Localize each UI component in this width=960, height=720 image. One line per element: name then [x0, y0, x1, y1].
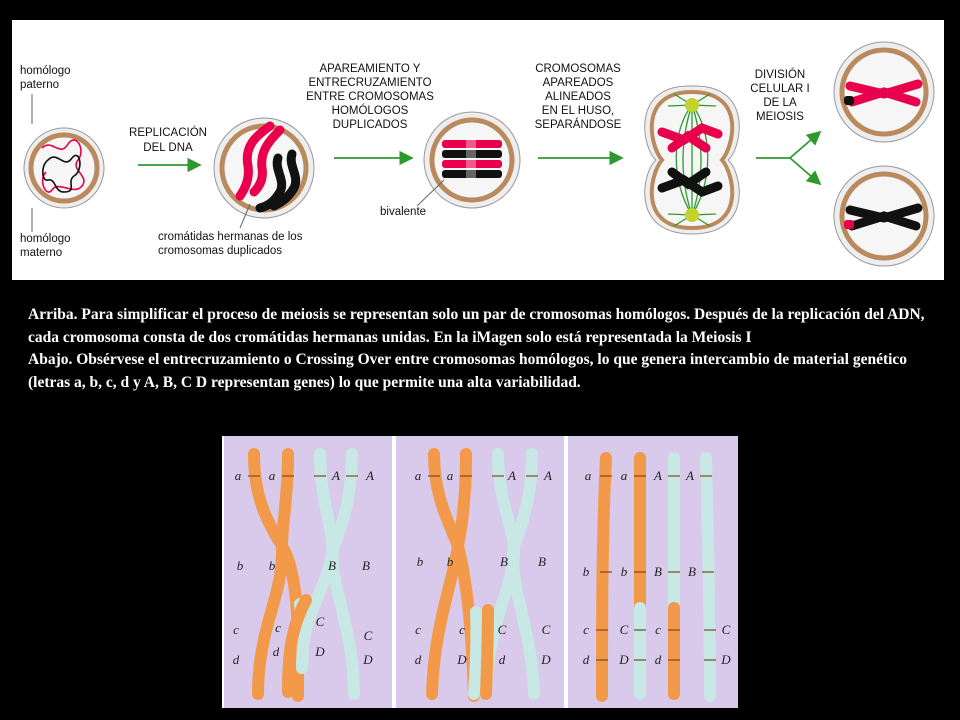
gene-label: B	[500, 554, 508, 569]
gene-label: A	[654, 468, 662, 483]
caption-bottom: Abajo. Obsérvese el entrecruzamiento o Crossing Over entre cromosomas homólogos, lo que genera intercambio de material genético (letras a, b, c, d y A, B, C D representan genes) lo que permite una alta variabilidad.	[28, 351, 908, 391]
gene-label: C	[541, 622, 551, 637]
label-paternal-homolog-2: paterno	[20, 79, 60, 91]
gene-label: d	[232, 652, 240, 667]
gene-label: C	[497, 622, 507, 637]
label-pairing-1: APAREAMIENTO Y	[319, 63, 421, 75]
crossing-over-diagram	[222, 436, 738, 708]
gene-label: b	[582, 564, 590, 579]
gene-label: c	[233, 622, 239, 637]
gene-label: A	[544, 468, 552, 483]
gene-label: B	[654, 564, 662, 579]
label-replication-1: REPLICACIÓN	[129, 127, 207, 139]
caption-top: Arriba. Para simplificar el proceso de meiosis se representan solo un par de cromosomas homólogos. Después de la replicación del ADN, cada cromosoma consta de dos cromátidas hermanas unidas. En la iMagen solo está representada la Meiosis I	[28, 306, 925, 346]
gene-label: a	[620, 468, 628, 483]
gene-label: C	[619, 622, 629, 637]
gene-label: a	[414, 468, 422, 483]
gene-label: c	[583, 622, 589, 637]
label-aligned-5: SEPARÁNDOSE	[534, 119, 622, 131]
gene-label: d	[414, 652, 422, 667]
gene-label: C	[315, 614, 325, 629]
gene-label: b	[446, 554, 454, 569]
label-division-2: CELULAR I	[750, 83, 810, 95]
label-pairing-5: DUPLICADOS	[332, 119, 408, 131]
daughter-cell-1	[834, 42, 934, 142]
gene-label: D	[541, 652, 551, 667]
label-paternal-homolog-1: homólogo	[20, 65, 71, 77]
gene-label: d	[582, 652, 590, 667]
label-sister-chromatids-1: cromátidas hermanas de los	[158, 231, 303, 243]
cell-1	[24, 128, 104, 208]
meiosis-diagram	[12, 20, 944, 280]
gene-label: C	[363, 628, 373, 643]
gene-label: d	[498, 652, 506, 667]
gene-label: c	[415, 622, 421, 637]
gene-label: A	[332, 468, 340, 483]
gene-label: a	[446, 468, 454, 483]
label-division-3: DE LA	[763, 97, 797, 109]
gene-label: b	[236, 558, 244, 573]
gene-label: B	[688, 564, 696, 579]
label-maternal-homolog-2: materno	[20, 247, 63, 259]
label-pairing-2: ENTRECRUZAMIENTO	[308, 77, 432, 89]
gene-label: A	[508, 468, 516, 483]
gene-label: b	[268, 558, 276, 573]
gene-label: d	[272, 644, 280, 659]
gene-label: B	[362, 558, 370, 573]
label-aligned-3: ALINEADOS	[545, 91, 611, 103]
gene-label: b	[620, 564, 628, 579]
gene-label: c	[655, 622, 661, 637]
label-aligned-2: APAREADOS	[542, 77, 614, 89]
gene-label: a	[268, 468, 276, 483]
gene-label: c	[459, 622, 465, 637]
gene-label: A	[366, 468, 374, 483]
crossing-over-svg	[222, 436, 738, 708]
meiosis-diagram-svg	[12, 20, 944, 280]
label-aligned-4: EN EL HUSO,	[541, 105, 615, 117]
gene-label: D	[363, 652, 373, 667]
gene-label: b	[416, 554, 424, 569]
gene-label: B	[328, 558, 336, 573]
gene-label: C	[721, 622, 731, 637]
gene-label: d	[654, 652, 662, 667]
label-sister-chromatids-2: cromosomas duplicados	[158, 245, 283, 257]
cell-3	[424, 112, 520, 208]
gene-label: B	[538, 554, 546, 569]
gene-label: D	[315, 644, 325, 659]
cell-2	[214, 118, 314, 218]
label-maternal-homolog-1: homólogo	[20, 233, 71, 245]
gene-label: a	[234, 468, 242, 483]
cell-4-spindle	[645, 86, 740, 234]
gene-label: A	[686, 468, 694, 483]
label-division-1: DIVISIÓN	[754, 69, 806, 81]
gene-label: c	[275, 620, 281, 635]
label-bivalent: bivalente	[380, 206, 427, 218]
label-aligned-1: CROMOSOMAS	[535, 63, 621, 75]
label-pairing-3: ENTRE CROMOSOMAS	[306, 91, 434, 103]
daughter-cell-2	[834, 166, 934, 266]
gene-label: D	[619, 652, 629, 667]
gene-label: a	[584, 468, 592, 483]
gene-label: D	[721, 652, 731, 667]
caption	[28, 304, 934, 394]
label-replication-2: DEL DNA	[143, 142, 193, 154]
label-division-4: MEIOSIS	[756, 111, 804, 123]
label-pairing-4: HOMÓLOGOS	[331, 105, 409, 117]
gene-label: D	[457, 652, 467, 667]
